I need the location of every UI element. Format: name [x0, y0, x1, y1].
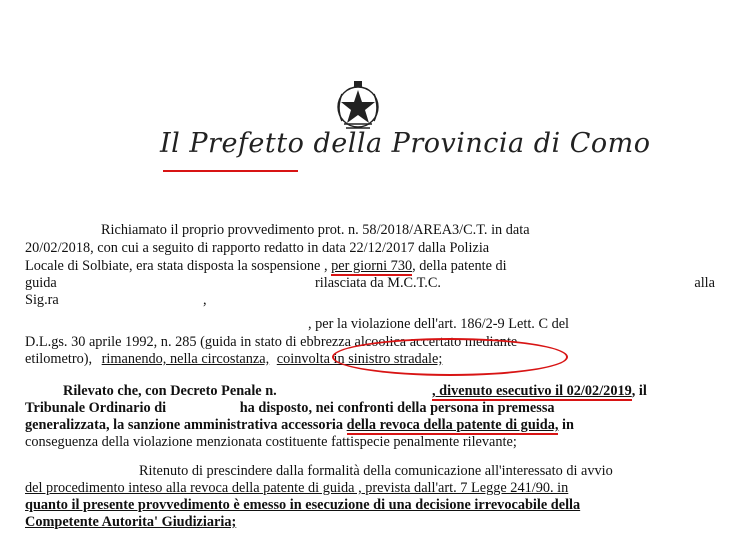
- p1-line-5-a: Sig.ra: [25, 292, 59, 308]
- p1-line-8-b: rimanendo, nella circostanza,: [101, 351, 270, 367]
- p3-line-3: quanto il presente provvedimento è emesso in esecuzione di una decisione irrevocabile della: [25, 497, 581, 513]
- p2-executive-date-highlight: , divenuto esecutivo il 02/02/2019: [432, 383, 632, 399]
- p2-revocation-highlight: della revoca della patente di guida,: [346, 417, 559, 433]
- p1-accident-highlight: coinvolta in sinistro stradale;: [276, 351, 443, 367]
- p2-line-2: [25, 400, 555, 416]
- p1-line-3-c: , della patente di: [412, 258, 507, 274]
- p1-line-3: [25, 258, 507, 274]
- p1-line-3-a: Locale di Solbiate, era stata disposta la sospensione ,: [25, 258, 328, 274]
- p1-line-8-a: etilometro),: [25, 351, 93, 367]
- accident-red-oval: [332, 338, 568, 376]
- p3-line-2: del procedimento inteso alla revoca della patente di guida , prevista dall'art. 7 Legge 241/90. in: [25, 480, 569, 496]
- p2-line-2-a: Tribunale Ordinario di: [25, 400, 167, 416]
- p1-line-4: [25, 275, 715, 291]
- p1-line-5: [25, 292, 225, 308]
- p2-line-3-a: generalizzata, la sanzione amministrativa accessoria: [25, 417, 344, 433]
- p2-line-1: [63, 383, 277, 399]
- p1-line-4-c: alla: [694, 275, 715, 291]
- p1-line-4-b: rilasciata da M.C.T.C.: [315, 275, 441, 291]
- p1-days-highlight: per giorni 730: [331, 258, 413, 274]
- p2-line-1-a: Rilevato che, con Decreto Penale n.: [63, 383, 277, 399]
- p1-line-4-a: guida: [25, 275, 57, 291]
- p2-line-3-c: in: [558, 417, 574, 433]
- p1-line-5-b: ,: [203, 292, 207, 308]
- p1-line-7: D.L.gs. 30 aprile 1992, n. 285 (guida in stato di ebbrezza alcoolica accertato mediante: [25, 334, 518, 350]
- p1-line-1: Richiamato il proprio provvedimento prot. n. 58/2018/AREA3/C.T. in data: [101, 222, 530, 238]
- p3-line-4: Competente Autorita' Giudiziaria;: [25, 514, 237, 530]
- p2-line-4: conseguenza della violazione menzionata costituente fattispecie penalmente rilevante;: [25, 434, 517, 450]
- p3-line-1: Ritenuto di prescindere dalla formalità della comunicazione all'interessato di avvio: [139, 463, 613, 479]
- p2-line-3: [25, 417, 574, 433]
- page-title: Il Prefetto della Provincia di Como: [160, 128, 651, 159]
- p2-line-1-right: [432, 383, 647, 399]
- title-red-underline: [163, 170, 298, 172]
- p1-line-2: 20/02/2018, con cui a seguito di rapporto redatto in data 22/12/2017 dalla Polizia: [25, 240, 490, 256]
- p2-line-1-c: , il: [631, 383, 647, 399]
- p2-line-2-b: ha disposto, nei confronti della persona in premessa: [239, 400, 555, 416]
- p1-line-6: , per la violazione dell'art. 186/2-9 Lett. C del: [308, 316, 570, 332]
